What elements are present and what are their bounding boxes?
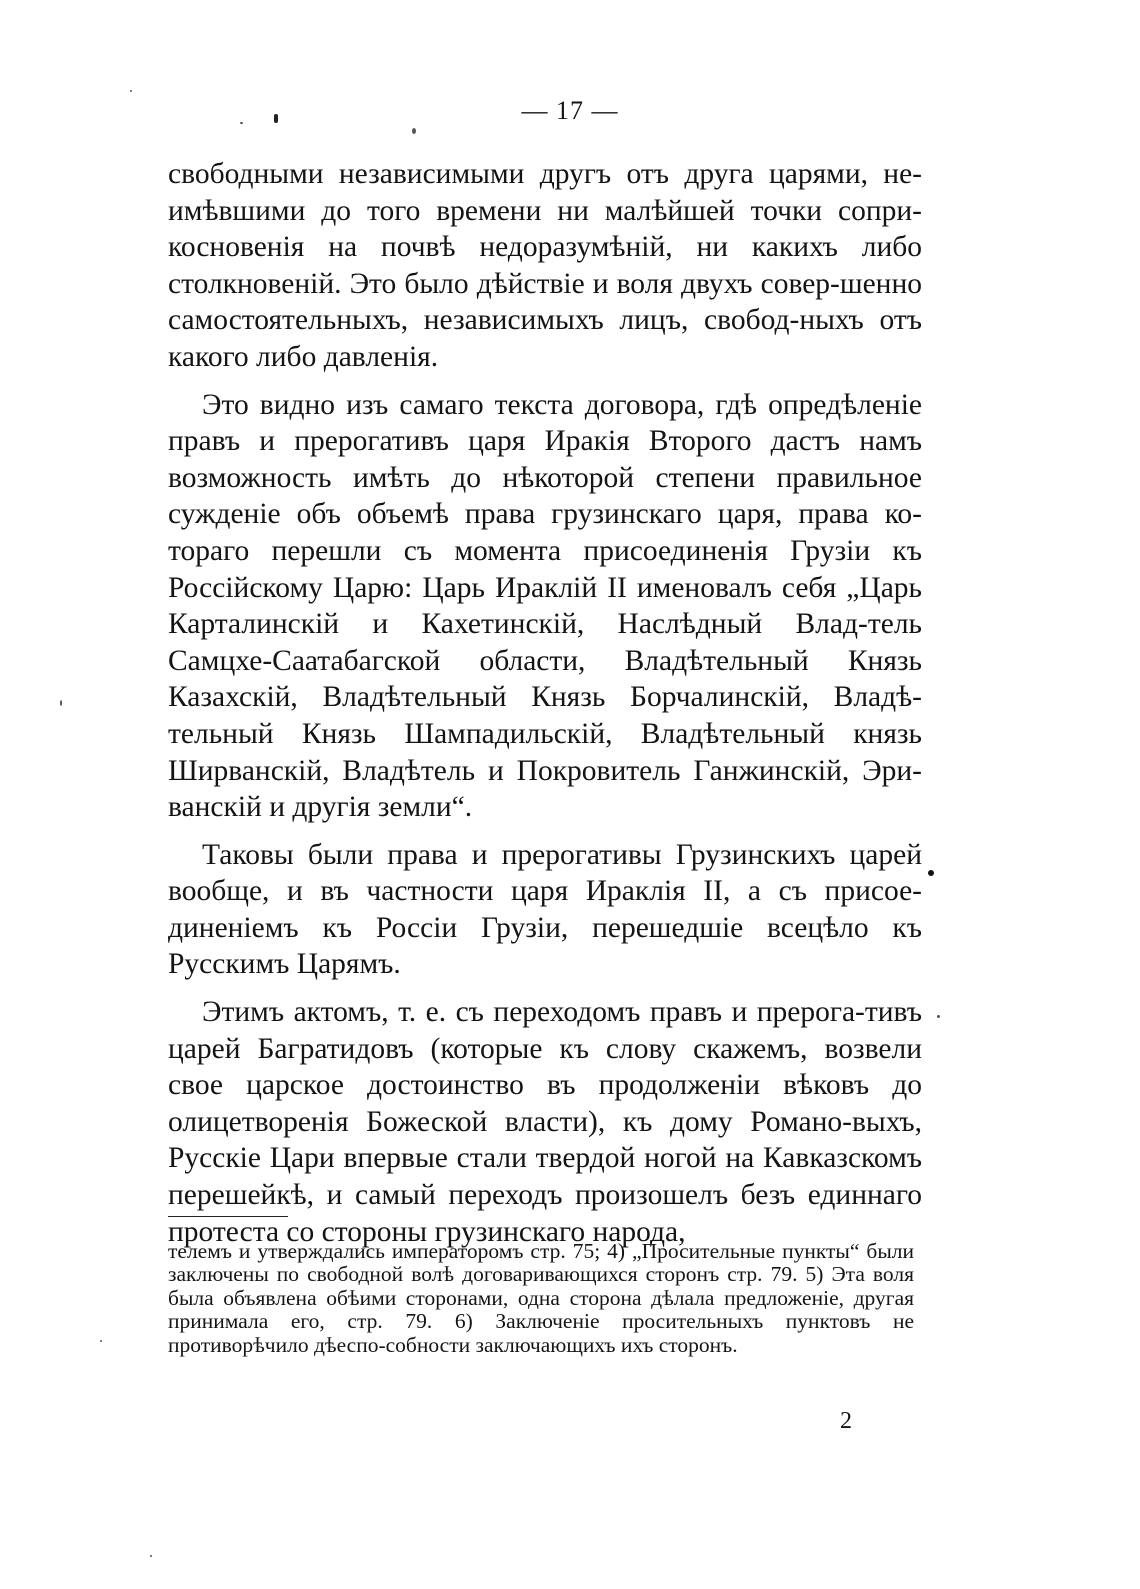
scan-speck: [130, 90, 132, 92]
paragraph-3: Таковы были права и прерогативы Грузинскихъ царей вообще, и въ частности царя Ираклія II, а съ присое-диненіемъ къ Россіи Грузіи, перешедшіе всецѣло къ Русскимъ Царямъ.: [168, 838, 922, 981]
main-text: [168, 156, 922, 1261]
footnote-text: телемъ и утверждались императоромъ стр. 75; 4) „Просительные пункты“ были заключены по свободной волѣ договаривающихся сторонъ стр. 79. 5) Эта воля была объявлена обѣими сторонами, одна сторона дѣлала предложеніе, другая принимала его, стр. 79. 6) Заключеніе просительныхъ пунктовъ не противорѣчило дѣеспо-собности заключающихъ ихъ сторонъ.: [168, 1239, 914, 1357]
scan-speck: [937, 1015, 940, 1018]
scan-speck: [60, 700, 62, 706]
paragraph-1: свободными независимыми другъ отъ друга царями, не-имѣвшими до того времени ни малѣйшей точки сопри-косновенія на почвѣ недоразумѣній, ни какихъ либо столкновеній. Это было дѣйствіе и воля двухъ совер-шенно самостоятельныхъ, независимыхъ лицъ, свобод-ныхъ отъ какого либо давленія.: [168, 158, 922, 373]
scan-speck: [150, 1555, 152, 1557]
paragraph-4: Этимъ актомъ, т. е. съ переходомъ правъ и прерога-тивъ царей Багратидовъ (которые къ слову скажемъ, возвели свое царское достоинство въ продолженіи вѣковъ до олицетворенія Божеской власти), къ дому Романо-выхъ, Русскіе Цари впервые стали твердой ногой на Кавказскомъ перешейкѣ, и самый переходъ произошелъ безъ единнаго протеста со стороны грузинскаго народа,: [168, 996, 922, 1248]
scan-speck: [100, 1340, 102, 1342]
scan-speck: [412, 128, 416, 134]
scan-speck: [928, 870, 934, 876]
footnote-divider: [168, 1216, 288, 1217]
signature-mark: 2: [840, 1408, 852, 1434]
footnote-section: [168, 1240, 914, 1357]
scan-speck: [274, 114, 278, 123]
scan-speck: [240, 122, 243, 124]
paragraph-2: Это видно изъ самаго текста договора, гдѣ опредѣленіе правъ и прерогативъ царя Иракія Второго дастъ намъ возможность имѣть до нѣкоторой степени правильное сужденіе объ объемѣ права грузинскаго царя, права ко-тораго перешли съ момента присоединенія Грузіи къ Россійскому Царю: Царь Ираклій II именовалъ себя „Царь Карталинскій и Кахетинскій, Наслѣдный Влад-тель Самцхе-Саатабагской области, Владѣтельный Князь Казахскій, Владѣтельный Князь Борчалинскій, Владѣ-тельный Князь Шампадильскій, Владѣтельный князь Ширванскій, Владѣтель и Покровитель Ганжинскій, Эри-ванскій и другія земли“.: [168, 388, 922, 824]
page-number: — 17 —: [521, 96, 619, 125]
